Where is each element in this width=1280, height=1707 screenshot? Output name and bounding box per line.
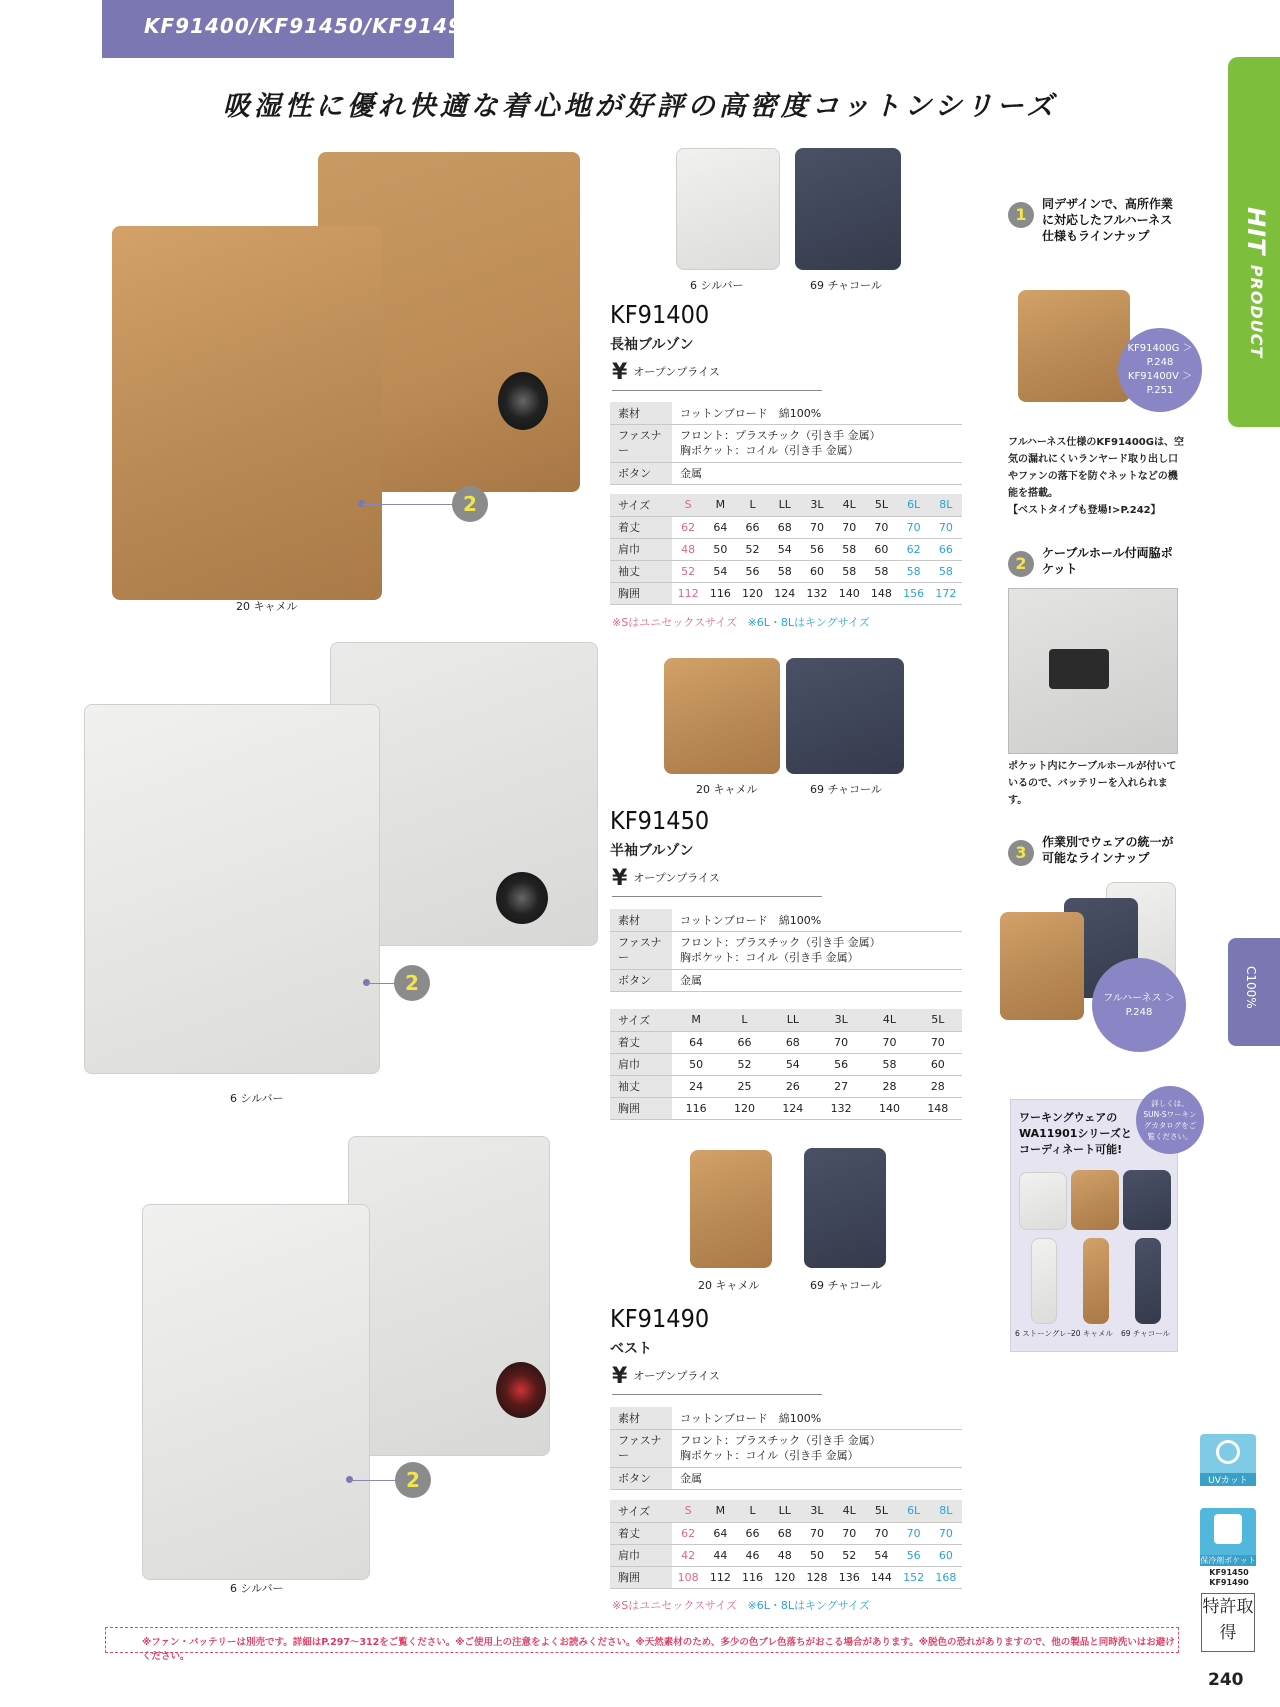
bottom-notice: ※ファン・バッテリーは別売です。詳細はP.297～312をご覧ください。※ご使用上の注意をよくお読みください。※天然素材のため、多少の色ブレ色落ちがおこる場合があります。※脱色の恐れがありますので、他の製品と同時洗いはお避けください。 — [105, 1627, 1179, 1653]
spec-label: ファスナー — [610, 1429, 672, 1467]
callout-line — [350, 1480, 398, 1481]
working-pants-image-grey — [1031, 1238, 1057, 1324]
size-cell: 70 — [865, 516, 897, 538]
size-cell: 68 — [769, 1522, 801, 1544]
uv-cut-label: UVカット — [1200, 1473, 1256, 1486]
working-color-label: 20 キャメル — [1071, 1329, 1113, 1338]
size-cell: 42 — [672, 1544, 704, 1566]
size-cell: 62 — [898, 538, 930, 560]
series-codes: KF91400/KF91450/KF91490 — [144, 14, 478, 38]
size-table — [610, 1009, 962, 1120]
size-table — [610, 1500, 962, 1589]
spec-value: 金属 — [672, 1467, 962, 1489]
size-cell: 66 — [736, 1522, 768, 1544]
size-cell: 56 — [801, 538, 833, 560]
size-cell: 58 — [930, 560, 962, 582]
spec-table — [610, 909, 962, 992]
size-cell: 70 — [801, 516, 833, 538]
size-cell: 60 — [930, 1544, 962, 1566]
product-name: 長袖ブルゾン — [610, 337, 694, 353]
size-cell: 58 — [833, 538, 865, 560]
size-cell: 58 — [865, 560, 897, 582]
price-underline — [612, 1394, 822, 1395]
size-cell: 68 — [769, 516, 801, 538]
size-cell: 108 — [672, 1566, 704, 1588]
spec-value: コットンブロード 綿100% — [672, 909, 962, 931]
size-cell: 52 — [720, 1053, 768, 1075]
main-color-caption: 20 キャメル — [236, 600, 298, 613]
working-wear-title: ワーキングウェアのWA11901シリーズとコーディネート可能! — [1019, 1111, 1132, 1156]
price-text: オープンプライス — [633, 1369, 720, 1383]
size-cell: 70 — [833, 1522, 865, 1544]
cooling-pocket-label: 保冷剤ポケット — [1200, 1556, 1256, 1565]
variant-caption: 69 チャコール — [810, 1279, 882, 1292]
vest-front-image-silver — [142, 1204, 370, 1580]
fabric-tab-label: C100% — [1244, 966, 1258, 1009]
variant-caption: 6 シルバー — [690, 279, 744, 292]
callout-number: 2 — [452, 486, 488, 522]
size-cell: 152 — [898, 1566, 930, 1588]
size-cell: 70 — [817, 1031, 865, 1053]
size-cell: 168 — [930, 1566, 962, 1588]
size-cell: 66 — [720, 1031, 768, 1053]
size-cell: 140 — [833, 582, 865, 604]
size-header: S — [672, 494, 704, 516]
spec-label: ファスナー — [610, 931, 672, 969]
sun-icon — [1216, 1440, 1240, 1464]
size-notes — [612, 614, 870, 630]
size-header: 4L — [833, 1500, 865, 1522]
variant-image-charcoal — [786, 658, 904, 774]
spec-label: ボタン — [610, 969, 672, 991]
cooling-pocket-icon — [1200, 1508, 1256, 1566]
patent-badge: 特許取得 — [1201, 1593, 1255, 1652]
spec-value: 胸ポケット：コイル（引き手 金属） — [680, 1449, 859, 1462]
callout-number: 2 — [395, 1462, 431, 1498]
size-cell: 50 — [801, 1544, 833, 1566]
full-harness-jacket-image — [1018, 290, 1130, 402]
table-row — [610, 1053, 962, 1075]
size-cell: 27 — [817, 1075, 865, 1097]
size-cell: 48 — [672, 538, 704, 560]
size-cell: 58 — [769, 560, 801, 582]
size-cell: 54 — [704, 560, 736, 582]
size-header: M — [672, 1009, 720, 1031]
fan-unit-image — [496, 1362, 546, 1418]
variant-image-camel — [664, 658, 780, 774]
size-header: LL — [769, 1009, 817, 1031]
size-table — [610, 494, 962, 605]
size-cell: 116 — [704, 582, 736, 604]
size-row-label: 袖丈 — [610, 1075, 672, 1097]
size-cell: 120 — [736, 582, 768, 604]
main-color-caption: 6 シルバー — [230, 1582, 284, 1595]
size-cell: 46 — [736, 1544, 768, 1566]
size-row-label: 胸囲 — [610, 1566, 672, 1588]
variant-caption: 20 キャメル — [696, 783, 758, 796]
unisex-note: ※Sはユニセックスサイズ — [612, 616, 737, 629]
lineup-image-camel — [1000, 912, 1084, 1020]
page-number: 240 — [1208, 1670, 1244, 1690]
spec-value: フロント：プラスチック（引き手 金属） — [680, 429, 881, 442]
size-cell: 144 — [865, 1566, 897, 1588]
size-row-label: 肩巾 — [610, 1053, 672, 1075]
feature-number: 2 — [1008, 551, 1034, 577]
size-cell: 70 — [930, 516, 962, 538]
callout-line — [362, 504, 454, 505]
fabric-tab — [1228, 938, 1280, 1046]
table-row — [610, 560, 962, 582]
product-name: ベスト — [610, 1341, 652, 1357]
variant-image-silver — [676, 148, 780, 270]
size-row-label: 肩巾 — [610, 538, 672, 560]
price — [612, 866, 720, 891]
size-header: 3L — [817, 1009, 865, 1031]
size-header: 4L — [833, 494, 865, 516]
side-tab-sub: PRODUCT — [1247, 264, 1266, 359]
battery-image — [1049, 649, 1109, 689]
callout-number: 2 — [394, 965, 430, 1001]
size-cell: 70 — [801, 1522, 833, 1544]
size-header: 5L — [865, 494, 897, 516]
spec-value: 金属 — [672, 969, 962, 991]
model-number: KF91450 — [610, 806, 710, 835]
feature-title: 作業別でウェアの統一が可能なラインナップ — [1042, 835, 1174, 865]
variant-image-charcoal — [804, 1148, 886, 1268]
size-cell: 60 — [865, 538, 897, 560]
size-cell: 68 — [769, 1031, 817, 1053]
size-cell: 58 — [865, 1053, 913, 1075]
king-size-note: ※6L・8Lはキングサイズ — [747, 616, 870, 629]
size-header: サイズ — [610, 494, 672, 516]
working-pants-image-camel — [1083, 1238, 1109, 1324]
price-underline — [612, 896, 822, 897]
size-cell: 48 — [769, 1544, 801, 1566]
size-row-label: 袖丈 — [610, 560, 672, 582]
model-number: KF91400 — [610, 300, 710, 329]
spec-table — [610, 402, 962, 485]
size-header: L — [720, 1009, 768, 1031]
feature-title: 同デザインで、高所作業に対応したフルハーネス仕様もラインナップ — [1042, 197, 1173, 243]
series-code-tab — [102, 0, 478, 58]
side-tab-main: HIT — [1242, 207, 1270, 256]
size-header: 5L — [914, 1009, 962, 1031]
size-cell: 54 — [865, 1544, 897, 1566]
size-cell: 132 — [801, 582, 833, 604]
harness-page-bubble: フルハーネス ＞P.248 — [1092, 958, 1186, 1052]
size-cell: 116 — [736, 1566, 768, 1588]
shirt-icon — [1214, 1514, 1242, 1544]
variant-image-camel — [690, 1150, 772, 1268]
spec-label: ボタン — [610, 1467, 672, 1489]
price — [612, 360, 720, 385]
spec-label: 素材 — [610, 402, 672, 424]
size-header: 4L — [865, 1009, 913, 1031]
size-cell: 112 — [672, 582, 704, 604]
harness-page-bubble: KF91400G ＞P.248 KF91400V ＞P.251 — [1118, 328, 1202, 412]
variant-caption: 69 チャコール — [810, 783, 882, 796]
table-row — [610, 582, 962, 604]
feature-title: ケーブルホール付両脇ポケット — [1042, 546, 1173, 576]
price — [612, 1364, 720, 1389]
size-cell: 116 — [672, 1097, 720, 1119]
size-cell: 70 — [898, 516, 930, 538]
size-header: 8L — [930, 1500, 962, 1522]
size-cell: 140 — [865, 1097, 913, 1119]
size-row-label: 着丈 — [610, 1031, 672, 1053]
size-row-label: 胸囲 — [610, 582, 672, 604]
catalog-reference-bubble: 詳しくは、SUN-Sワーキングカタログをご覧ください。 — [1136, 1086, 1204, 1154]
size-cell: 70 — [865, 1522, 897, 1544]
working-pants-image-charcoal — [1135, 1238, 1161, 1324]
spec-label: ファスナー — [610, 424, 672, 462]
working-jacket-image-camel — [1071, 1170, 1119, 1230]
size-header: 6L — [898, 1500, 930, 1522]
size-notes — [612, 1597, 870, 1613]
cable-hole-pocket-photo — [1008, 588, 1178, 754]
page-headline: 吸湿性に優れ快適な着心地が好評の高密度コットンシリーズ — [222, 91, 1058, 122]
feature-description: フルハーネス仕様のKF91400Gは、空気の漏れにくいランヤード取り出し口やファンの落下を防ぐネットなどの機能を搭載。 — [1008, 437, 1184, 499]
size-cell: 60 — [801, 560, 833, 582]
table-row — [610, 1566, 962, 1588]
size-cell: 56 — [898, 1544, 930, 1566]
table-row — [610, 538, 962, 560]
spec-label: 素材 — [610, 1407, 672, 1429]
size-cell: 62 — [672, 516, 704, 538]
size-cell: 58 — [833, 560, 865, 582]
size-cell: 62 — [672, 1522, 704, 1544]
vest-type-note: 【ベストタイプも登場!>P.242】 — [1008, 505, 1161, 516]
price-underline — [612, 390, 822, 391]
size-cell: 156 — [898, 582, 930, 604]
size-cell: 124 — [769, 582, 801, 604]
size-header: LL — [769, 494, 801, 516]
spec-table — [610, 1407, 962, 1490]
size-cell: 56 — [736, 560, 768, 582]
short-sleeve-front-image-silver — [84, 704, 380, 1074]
size-header: 6L — [898, 494, 930, 516]
size-cell: 136 — [833, 1566, 865, 1588]
size-cell: 56 — [817, 1053, 865, 1075]
size-cell: 25 — [720, 1075, 768, 1097]
spec-value: フロント：プラスチック（引き手 金属） — [680, 1434, 881, 1447]
working-jacket-image-charcoal — [1123, 1170, 1171, 1230]
working-color-label: 6 ストーングレー — [1015, 1329, 1075, 1338]
table-row — [610, 1097, 962, 1119]
size-cell: 52 — [672, 560, 704, 582]
feature-number: 1 — [1008, 202, 1034, 228]
price-text: オープンプライス — [633, 365, 720, 379]
size-header: 5L — [865, 1500, 897, 1522]
cooling-pocket-models: KF91450 KF91490 — [1209, 1568, 1249, 1587]
product-name: 半袖ブルゾン — [610, 843, 694, 859]
table-row — [610, 1544, 962, 1566]
callout-line — [367, 983, 397, 984]
size-cell: 70 — [930, 1522, 962, 1544]
size-header: 3L — [801, 1500, 833, 1522]
size-cell: 54 — [769, 538, 801, 560]
size-cell: 50 — [672, 1053, 720, 1075]
size-cell: 124 — [769, 1097, 817, 1119]
size-cell: 28 — [865, 1075, 913, 1097]
size-cell: 64 — [672, 1031, 720, 1053]
model-number: KF91490 — [610, 1304, 710, 1333]
table-row — [610, 1031, 962, 1053]
size-header: L — [736, 1500, 768, 1522]
fan-unit-image — [496, 872, 548, 924]
size-header: LL — [769, 1500, 801, 1522]
size-row-label: 肩巾 — [610, 1544, 672, 1566]
uv-cut-icon — [1200, 1434, 1256, 1486]
size-cell: 70 — [865, 1031, 913, 1053]
spec-value: 胸ポケット：コイル（引き手 金属） — [680, 951, 859, 964]
size-cell: 70 — [833, 516, 865, 538]
size-header: S — [672, 1500, 704, 1522]
size-cell: 28 — [914, 1075, 962, 1097]
table-row — [610, 516, 962, 538]
spec-value: 胸ポケット：コイル（引き手 金属） — [680, 444, 859, 457]
size-cell: 52 — [833, 1544, 865, 1566]
price-text: オープンプライス — [633, 871, 720, 885]
size-row-label: 着丈 — [610, 516, 672, 538]
working-color-label: 69 チャコール — [1121, 1329, 1171, 1338]
spec-value: 金属 — [672, 462, 962, 484]
variant-caption: 20 キャメル — [698, 1279, 760, 1292]
feature-description: ポケット内にケーブルホールが付いているので、バッテリーを入れられます。 — [1008, 761, 1177, 806]
size-header: M — [704, 1500, 736, 1522]
size-cell: 120 — [720, 1097, 768, 1119]
yen-symbol: ¥ — [612, 360, 628, 385]
size-cell: 52 — [736, 538, 768, 560]
size-cell: 148 — [865, 582, 897, 604]
size-cell: 64 — [704, 516, 736, 538]
size-cell: 172 — [930, 582, 962, 604]
unisex-note: ※Sはユニセックスサイズ — [612, 1599, 737, 1612]
size-cell: 70 — [914, 1031, 962, 1053]
size-cell: 128 — [801, 1566, 833, 1588]
size-cell: 132 — [817, 1097, 865, 1119]
hit-product-tab — [1228, 57, 1280, 427]
variant-image-charcoal — [795, 148, 901, 270]
feature-number: 3 — [1008, 840, 1034, 866]
size-cell: 70 — [898, 1522, 930, 1544]
size-cell: 44 — [704, 1544, 736, 1566]
size-header: 3L — [801, 494, 833, 516]
size-cell: 120 — [769, 1566, 801, 1588]
king-size-note: ※6L・8Lはキングサイズ — [747, 1599, 870, 1612]
spec-value: フロント：プラスチック（引き手 金属） — [680, 936, 881, 949]
yen-symbol: ¥ — [612, 1364, 628, 1389]
yen-symbol: ¥ — [612, 866, 628, 891]
size-header: M — [704, 494, 736, 516]
size-cell: 26 — [769, 1075, 817, 1097]
size-cell: 54 — [769, 1053, 817, 1075]
main-color-caption: 6 シルバー — [230, 1092, 284, 1105]
size-row-label: 着丈 — [610, 1522, 672, 1544]
fan-unit-image — [498, 372, 548, 430]
working-jacket-image-grey — [1019, 1172, 1067, 1230]
variant-caption: 69 チャコール — [810, 279, 882, 292]
size-cell: 66 — [736, 516, 768, 538]
size-cell: 148 — [914, 1097, 962, 1119]
jacket-front-image-camel — [112, 226, 382, 600]
size-cell: 50 — [704, 538, 736, 560]
size-cell: 58 — [898, 560, 930, 582]
table-row — [610, 1075, 962, 1097]
size-header: サイズ — [610, 1500, 672, 1522]
size-cell: 24 — [672, 1075, 720, 1097]
size-cell: 112 — [704, 1566, 736, 1588]
size-row-label: 胸囲 — [610, 1097, 672, 1119]
size-header: L — [736, 494, 768, 516]
size-cell: 60 — [914, 1053, 962, 1075]
size-header: 8L — [930, 494, 962, 516]
size-cell: 66 — [930, 538, 962, 560]
spec-label: ボタン — [610, 462, 672, 484]
spec-label: 素材 — [610, 909, 672, 931]
size-cell: 64 — [704, 1522, 736, 1544]
spec-value: コットンブロード 綿100% — [672, 402, 962, 424]
size-header: サイズ — [610, 1009, 672, 1031]
spec-value: コットンブロード 綿100% — [672, 1407, 962, 1429]
table-row — [610, 1522, 962, 1544]
